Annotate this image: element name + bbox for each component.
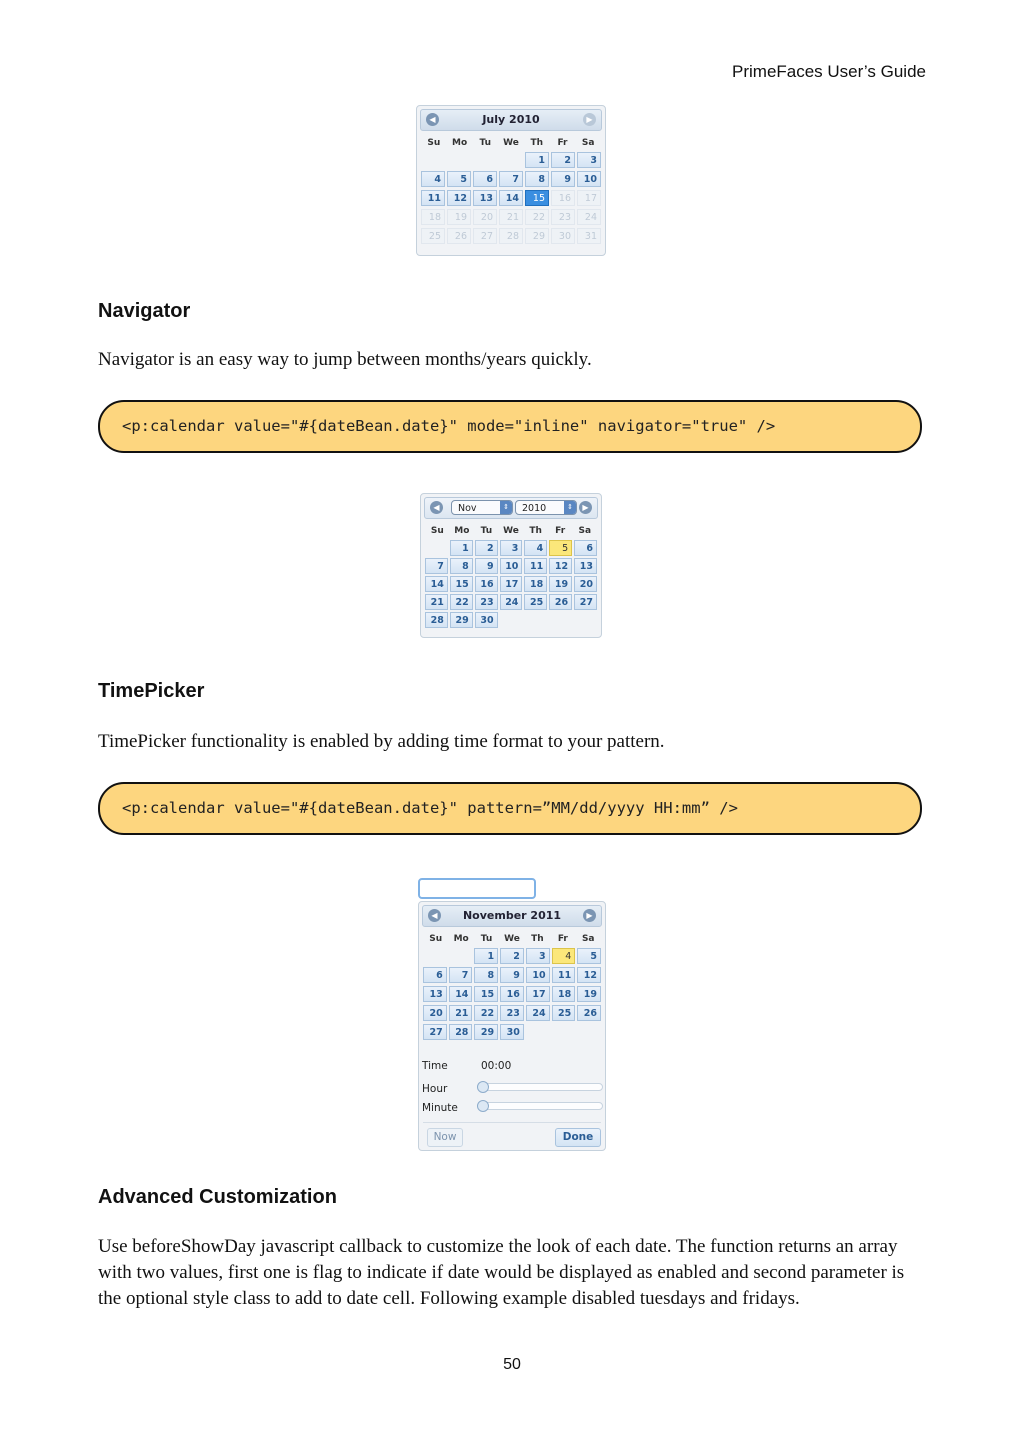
day-cell[interactable]: 30	[475, 612, 498, 628]
weekday-label: Tu	[480, 526, 493, 536]
weekday-label: Sa	[581, 138, 595, 148]
day-cell[interactable]: 11	[421, 190, 445, 206]
month-select-value: Nov	[458, 503, 477, 514]
day-cell[interactable]: 4	[552, 948, 576, 964]
calendar-header	[420, 109, 602, 131]
day-cell[interactable]: 10	[500, 558, 523, 574]
day-cell[interactable]: 9	[475, 558, 498, 574]
code-block-timepicker: <p:calendar value="#{dateBean.date}" pattern=”MM/dd/yyyy HH:mm” />	[98, 782, 922, 835]
month-select[interactable]	[451, 500, 513, 515]
weekday-label: Sa	[578, 526, 592, 536]
day-cell[interactable]: 13	[473, 190, 497, 206]
prev-month-icon[interactable]: ◀	[430, 501, 443, 514]
day-cell[interactable]: 23	[475, 594, 498, 610]
day-cell[interactable]: 19	[549, 576, 572, 592]
day-cell[interactable]: 2	[551, 152, 575, 168]
day-cell[interactable]: 17	[500, 576, 523, 592]
now-button[interactable]: Now	[427, 1128, 463, 1147]
time-label: Time	[422, 1060, 448, 1072]
day-cell[interactable]: 3	[526, 948, 550, 964]
day-cell: 26	[447, 228, 471, 244]
weekday-label: We	[503, 526, 519, 536]
day-cell[interactable]: 17	[526, 986, 550, 1002]
prev-month-icon[interactable]: ◀	[426, 113, 439, 126]
weekday-label: Mo	[452, 138, 468, 148]
day-cell: 31	[577, 228, 601, 244]
minute-slider[interactable]	[477, 1102, 603, 1110]
weekday-label: Fr	[557, 138, 568, 148]
day-cell[interactable]: 22	[450, 594, 473, 610]
calendar-header	[424, 497, 598, 519]
day-cell[interactable]: 3	[577, 152, 601, 168]
day-cell: 19	[447, 209, 471, 225]
day-cell[interactable]: 29	[450, 612, 473, 628]
next-month-icon[interactable]: ▶	[583, 113, 596, 126]
day-cell[interactable]: 20	[574, 576, 597, 592]
year-select[interactable]	[515, 500, 577, 515]
day-cell[interactable]: 20	[423, 1005, 447, 1021]
weekday-label: Su	[429, 934, 443, 944]
day-cell[interactable]: 27	[423, 1024, 447, 1040]
day-cell[interactable]: 22	[474, 1005, 498, 1021]
day-cell[interactable]: 12	[577, 967, 601, 983]
day-cell[interactable]: 15	[450, 576, 473, 592]
day-cell[interactable]: 10	[526, 967, 550, 983]
weekday-label: Th	[529, 526, 542, 536]
day-cell[interactable]: 2	[475, 540, 498, 556]
hour-slider-handle[interactable]	[477, 1081, 489, 1093]
day-cell: 18	[421, 209, 445, 225]
calendar-title: July 2010	[482, 113, 540, 126]
day-cell: 24	[577, 209, 601, 225]
day-cell[interactable]: 8	[525, 171, 549, 187]
weekday-header	[425, 522, 597, 540]
running-header: PrimeFaces User’s Guide	[732, 62, 926, 81]
day-cell[interactable]: 1	[474, 948, 498, 964]
day-cell[interactable]: 8	[450, 558, 473, 574]
day-cell[interactable]: 21	[449, 1005, 473, 1021]
code-block-navigator: <p:calendar value="#{dateBean.date}" mode="inline" navigator="true" />	[98, 400, 922, 453]
day-cell[interactable]: 9	[500, 967, 524, 983]
day-cell: 25	[421, 228, 445, 244]
weekday-label: Su	[430, 526, 444, 536]
day-cell[interactable]: 26	[549, 594, 572, 610]
day-cell[interactable]: 5	[447, 171, 471, 187]
next-month-icon[interactable]: ▶	[579, 501, 592, 514]
day-cell[interactable]: 18	[552, 986, 576, 1002]
day-cell: 16	[551, 190, 575, 206]
weekday-label: Th	[530, 138, 543, 148]
weekday-label: Mo	[454, 526, 470, 536]
calendar-july-2010	[416, 105, 606, 256]
day-cell[interactable]: 6	[423, 967, 447, 983]
day-cell[interactable]: 27	[574, 594, 597, 610]
day-cell[interactable]: 15	[525, 190, 549, 206]
timepicker-description: TimePicker functionality is enabled by adding time format to your pattern.	[98, 731, 665, 752]
day-cell[interactable]: 13	[574, 558, 597, 574]
weekday-label: Fr	[555, 526, 566, 536]
day-cell[interactable]: 5	[577, 948, 601, 964]
day-cell[interactable]: 12	[447, 190, 471, 206]
day-cell[interactable]: 6	[473, 171, 497, 187]
time-value: 00:00	[481, 1060, 512, 1072]
day-cell[interactable]: 10	[577, 171, 601, 187]
day-cell: 22	[525, 209, 549, 225]
calendar-title: November 2011	[462, 909, 562, 922]
weekday-header	[421, 134, 601, 152]
weekday-label: We	[504, 934, 520, 944]
hour-slider[interactable]	[477, 1083, 603, 1091]
day-cell[interactable]: 3	[500, 540, 523, 556]
next-month-icon[interactable]: ▶	[583, 909, 596, 922]
prev-month-icon[interactable]: ◀	[428, 909, 441, 922]
day-cell[interactable]: 9	[551, 171, 575, 187]
day-cell[interactable]: 23	[500, 1005, 524, 1021]
navigator-description: Navigator is an easy way to jump between months/years quickly.	[98, 349, 592, 370]
day-cell[interactable]: 28	[449, 1024, 473, 1040]
calendar-navigator	[420, 493, 602, 638]
day-cell[interactable]: 12	[549, 558, 572, 574]
day-cell[interactable]: 16	[500, 986, 524, 1002]
day-cell[interactable]: 15	[474, 986, 498, 1002]
page-number: 50	[503, 1356, 521, 1373]
day-cell: 20	[473, 209, 497, 225]
day-cell: 28	[499, 228, 523, 244]
weekday-label: Sa	[581, 934, 595, 944]
day-cell[interactable]: 14	[449, 986, 473, 1002]
calendar-header	[422, 905, 602, 927]
weekday-header	[423, 930, 601, 948]
day-cell[interactable]: 25	[552, 1005, 576, 1021]
day-cell[interactable]: 28	[425, 612, 448, 628]
day-cell: 23	[551, 209, 575, 225]
day-cell[interactable]: 14	[425, 576, 448, 592]
weekday-label: Su	[427, 138, 441, 148]
day-cell: 29	[525, 228, 549, 244]
weekday-label: Th	[531, 934, 544, 944]
calendar-timepicker	[418, 901, 606, 1151]
day-cell: 30	[551, 228, 575, 244]
day-cell[interactable]: 7	[499, 171, 523, 187]
day-cell[interactable]: 21	[425, 594, 448, 610]
done-button[interactable]: Done	[555, 1128, 601, 1147]
day-cell[interactable]: 4	[524, 540, 547, 556]
year-select-value: 2010	[522, 503, 547, 514]
day-cell[interactable]: 5	[549, 540, 572, 556]
day-cell: 21	[499, 209, 523, 225]
day-cell[interactable]: 24	[500, 594, 523, 610]
day-cell[interactable]: 18	[524, 576, 547, 592]
day-cell[interactable]: 16	[475, 576, 498, 592]
minute-slider-handle[interactable]	[477, 1100, 489, 1112]
day-grid	[421, 152, 601, 244]
day-cell[interactable]: 14	[499, 190, 523, 206]
day-grid	[425, 540, 597, 628]
day-cell[interactable]: 19	[577, 986, 601, 1002]
day-cell: 27	[473, 228, 497, 244]
day-cell[interactable]: 11	[552, 967, 576, 983]
day-cell: 17	[577, 190, 601, 206]
day-cell[interactable]: 29	[474, 1024, 498, 1040]
minute-label: Minute	[422, 1102, 458, 1114]
weekday-label: Tu	[479, 138, 492, 148]
select-arrows-icon: ⇕	[564, 501, 576, 514]
section-heading-advanced-customization: Advanced Customization	[98, 1186, 337, 1208]
date-input[interactable]	[418, 878, 536, 899]
button-pane-divider	[423, 1122, 601, 1123]
day-cell[interactable]: 6	[574, 540, 597, 556]
day-cell[interactable]: 2	[500, 948, 524, 964]
section-heading-timepicker: TimePicker	[98, 680, 205, 702]
day-cell[interactable]: 13	[423, 986, 447, 1002]
day-cell[interactable]: 24	[526, 1005, 550, 1021]
day-cell[interactable]: 30	[500, 1024, 524, 1040]
day-cell[interactable]: 7	[425, 558, 448, 574]
day-cell[interactable]: 4	[421, 171, 445, 187]
weekday-label: We	[503, 138, 519, 148]
section-heading-navigator: Navigator	[98, 300, 191, 322]
day-cell[interactable]: 1	[450, 540, 473, 556]
weekday-label: Tu	[480, 934, 493, 944]
day-cell[interactable]: 25	[524, 594, 547, 610]
weekday-label: Mo	[453, 934, 469, 944]
day-cell[interactable]: 26	[577, 1005, 601, 1021]
day-cell[interactable]: 7	[449, 967, 473, 983]
day-cell[interactable]: 11	[524, 558, 547, 574]
hour-label: Hour	[422, 1083, 448, 1095]
advanced-customization-description: Use beforeShowDay javascript callback to customize the look of each date. The function returns an array with two values, first one is flag to indicate if date would be displayed as enabled and second parameter is the optional style class to add to date cell. Following example disabled tuesdays and fridays.	[98, 1236, 905, 1309]
day-cell[interactable]: 1	[525, 152, 549, 168]
day-grid	[423, 948, 601, 1040]
select-arrows-icon: ⇕	[500, 501, 512, 514]
weekday-label: Fr	[557, 934, 568, 944]
day-cell[interactable]: 8	[474, 967, 498, 983]
